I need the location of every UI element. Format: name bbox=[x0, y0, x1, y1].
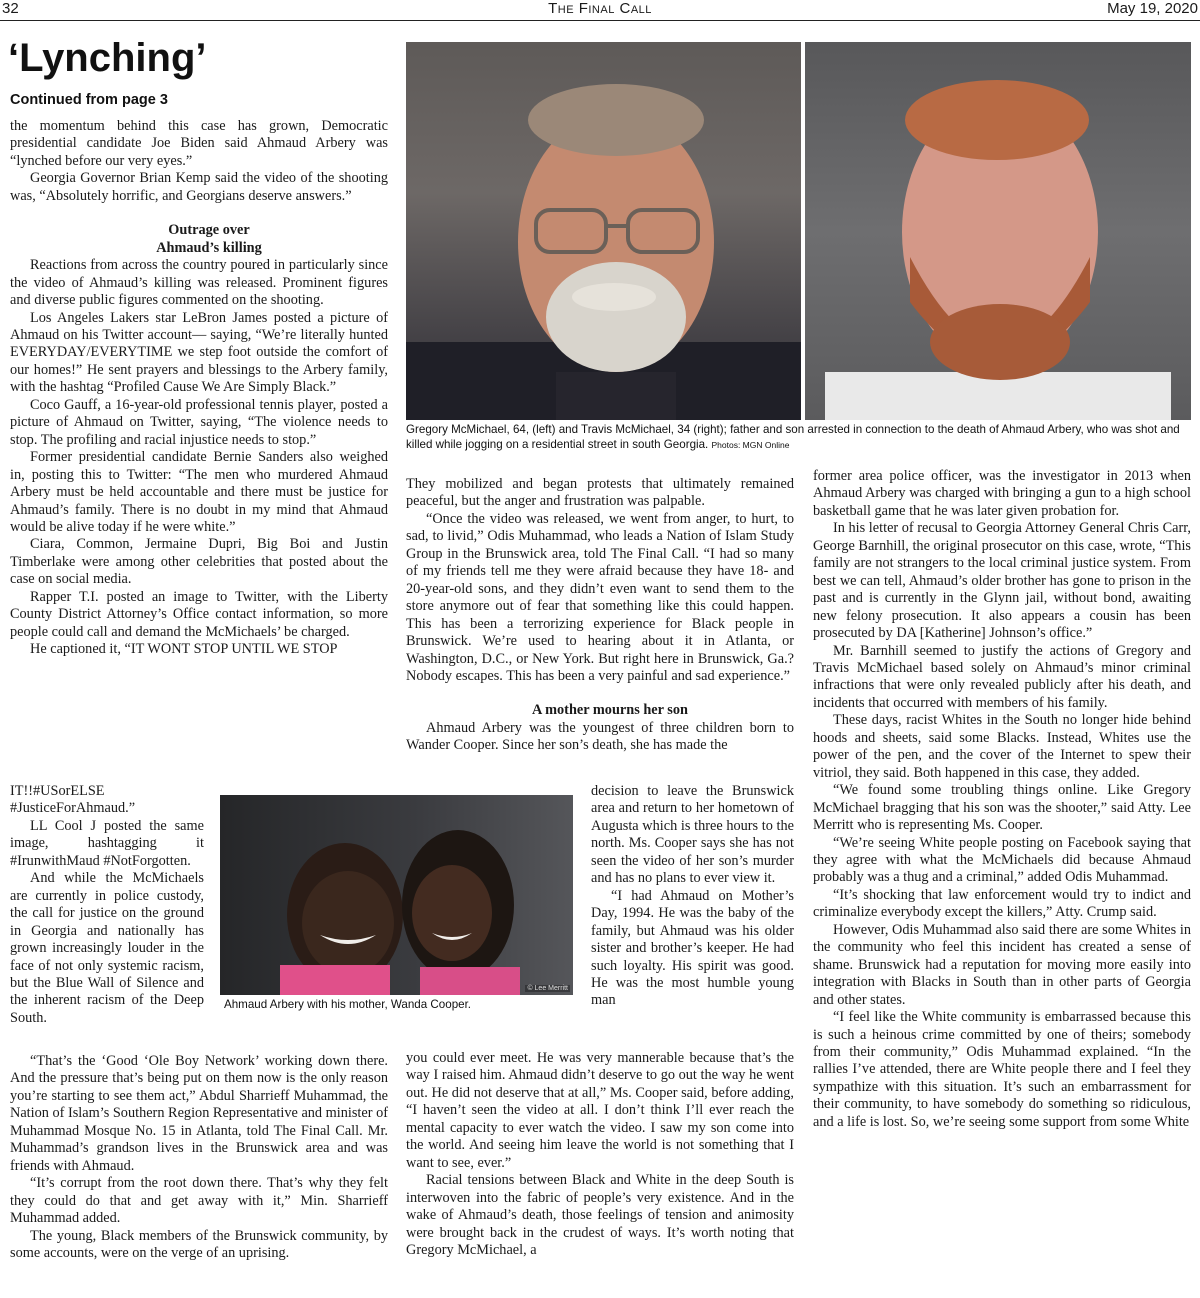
column-1-top bbox=[10, 118, 388, 659]
paragraph: “We found some troubling things online. Like Gregory McMichael bragging that his son was the shooter,” said Atty. Lee Merritt who is representing Ms. Cooper. bbox=[813, 782, 1191, 834]
paragraph: LL Cool J posted the same image, hashtagging it #IrunwithMaud #NotForgotten. bbox=[10, 817, 204, 869]
caption-text: Gregory McMichael, 64, (left) and Travis McMichael, 34 (right); father and son arrested in connection to the death of Ahmaud Arbery, who was shot and killed while jogging on a residential street in south Georgia. bbox=[406, 423, 1180, 451]
paragraph: They mobilized and began protests that ultimately remained peaceful, but the anger and frustration was palpable. bbox=[406, 476, 794, 510]
subhead: Outrage over bbox=[168, 222, 250, 239]
paragraph: the momentum behind this case has grown, Democratic presidential candidate Joe Biden said Ahmaud Arbery was “lynched before our very eyes.” bbox=[10, 118, 388, 169]
paragraph: “It’s corrupt from the root down there. That’s why they felt they could do that and get away with it,” Min. Sharrieff Muhammad added. bbox=[10, 1175, 388, 1227]
paper-name: The Final Call bbox=[548, 0, 652, 17]
photo-travis-mcmichael bbox=[805, 42, 1191, 420]
paragraph: former area police officer, was the investigator in 2013 when Ahmaud Arbery was charged with bringing a gun to a high school basketball game that he was later given probation for. bbox=[813, 468, 1191, 519]
issue-date: May 19, 2020 bbox=[1107, 0, 1198, 17]
paragraph: Former presidential candidate Bernie Sanders also weighed in, posting this to Twitter: “The men who murdered Ahmaud Arbery must be held accountable and there must be justice for Ahmaud’s family. There is no doubt in my mind that Ahmaud would be alive today if he were white.” bbox=[10, 449, 388, 535]
portrait-graphic bbox=[805, 42, 1191, 420]
paragraph: decision to leave the Brunswick area and return to her hometown of Augusta which is three hours to the north. Ms. Cooper says she has not seen the video of her son’s murder and has no plans to ever view it. bbox=[591, 783, 794, 887]
paragraph: He captioned it, “IT WONT STOP UNTIL WE STOP bbox=[30, 641, 338, 658]
paragraph: Ciara, Common, Jermaine Dupri, Big Boi and Justin Timberlake were among other celebrities that posted about the case on social media. bbox=[10, 536, 388, 588]
page-header bbox=[0, 0, 1200, 21]
paragraph: Ahmaud Arbery was the youngest of three children born to Wander Cooper. Since her son’s death, she has made the bbox=[406, 719, 794, 754]
paragraph: you could ever meet. He was very mannerable because that’s the way I raised him. Ahmaud didn’t deserve to go out the way he went out. He did not deserve that at all,” Ms. Cooper said, before adding, “I haven’t seen the video at all. I don’t think I’ll ever reach the mental capacity to ever watch the video. I saw my son come into the world. And seeing him leave the world is not something that I want to see, ever.” bbox=[406, 1050, 794, 1171]
continued-line: Continued from page 3 bbox=[10, 92, 168, 108]
column-2-wrap bbox=[591, 783, 794, 1010]
paragraph: “Once the video was released, we went from anger, to hurt, to sad, to livid,” Odis Muhammad, who leads a Nation of Islam Study Group in the Brunswick area, told The Final Call. “I had so many of my friends tell me they were afraid because they have 18- and 20-year-old sons, and they didn’t even want to send them to the store anymore out of fear that something like this could happen. This has been a terrorizing experience for Black people in Brunswick. We’re used to hearing about it in Atlanta, or Washington, D.C., or New York. But right here in Brunswick, Ga.? Nobody escapes. This has been a very painful and sad experience.” bbox=[406, 510, 794, 684]
column-1-bottom bbox=[10, 1053, 388, 1262]
column-2-top bbox=[406, 476, 794, 755]
paragraph: And while the McMichaels are currently in police custody, the call for justice on the ground in Georgia and nationally has grown increasingly louder in the face of not only systemic racism, but the Blue Wall of Silence and the inherent racism of the Deep South. bbox=[10, 870, 204, 1026]
paragraph: Racial tensions between Black and White in the deep South is interwoven into the fabric of people’s very existence. And in the wake of Ahmaud’s death, those feelings of tension and animosity were brought back in the crudest of ways. It’s worth noting that Gregory McMichael, a bbox=[406, 1172, 794, 1258]
photo-credit: Photos: MGN Online bbox=[711, 440, 790, 450]
subhead: A mother mourns her son bbox=[532, 702, 688, 719]
paragraph: “We’re seeing White people posting on Facebook saying that they agree with what the McMichaels did because Ahmaud probably was a thug and a criminal,” added Odis Muhammad. bbox=[813, 834, 1191, 886]
portrait-graphic bbox=[406, 42, 801, 420]
column-1-wrap bbox=[10, 783, 204, 1027]
paragraph: Mr. Barnhill seemed to justify the actions of Gregory and Travis McMichael based solely on Ahmaud’s minor criminal infractions that were only revealed publicly after his death, and incidents that occurred with members of his family. bbox=[813, 642, 1191, 711]
paragraph: “That’s the ‘Good ‘Ole Boy Network’ working down there. And the pressure that’s being put on them now is the only reason you’re starting to see them act,” Abdul Sharrieff Muhammad, the Nation of Islam’s Southern Region Representative and minister of Muhammad Mosque No. 15 in Atlanta, told The Final Call. Mr. Muhammad’s grandson lives in the Brunswick area and was friends with Ahmaud. bbox=[10, 1053, 388, 1174]
photo-credit: © Lee Merritt bbox=[527, 985, 568, 992]
paragraph: In his letter of recusal to Georgia Attorney General Chris Carr, George Barnhill, the original prosecutor on this case, wrote, “This family are not strangers to the local criminal justice system. From best we can tell, Ahmaud’s older brother has gone to prison in the past and is currently in the Glynn jail, without bond, awaiting new felony prosecution. It also appears a cousin has been prosecuted by DA [Katherine] Johnson’s office.” bbox=[813, 520, 1191, 642]
paragraph: IT!!#USorELSE #JusticeForAhmaud.” bbox=[10, 783, 136, 817]
paragraph: Reactions from across the country poured in particularly since the video of Ahmaud’s killing was released. Prominent figures and diverse public figures commented on the shooting. bbox=[10, 257, 388, 309]
subhead: Ahmaud’s killing bbox=[156, 239, 262, 256]
paragraph: These days, racist Whites in the South no longer hide behind hoods and sheets, said some Blacks. Instead, Whites use the power of the pen, and the cover of the Internet to spew their vitriol, they said. Both happened in this case, they added. bbox=[813, 712, 1191, 781]
column-2-bottom bbox=[406, 1050, 794, 1259]
bottom-photo-caption: Ahmaud Arbery with his mother, Wanda Cooper. bbox=[224, 998, 472, 1011]
photo-gregory-mcmichael bbox=[406, 42, 801, 420]
photo-arbery-and-mother bbox=[220, 795, 573, 995]
paragraph: “I had Ahmaud on Mother’s Day, 1994. He was the baby of the family, but Ahmaud was his older sister and brother’s keeper. He had such loyalty. His spirit was good. He was the most humble young man bbox=[591, 887, 794, 1009]
paragraph: Coco Gauff, a 16-year-old professional tennis player, posted a picture of Ahmaud on Twitter, saying, “The violence needs to stop. The profiling and racial injustice needs to stop.” bbox=[10, 396, 388, 448]
paragraph: “It’s shocking that law enforcement would try to indict and criminalize everybody except the killers,” Atty. Crump said. bbox=[813, 886, 1191, 921]
paragraph: However, Odis Muhammad also said there are some Whites in the community who feel this incident has created a sense of shame. Brunswick had a reputation for moving more easily into integration with Blacks in South than in other parts of Georgia and other states. bbox=[813, 921, 1191, 1008]
paragraph: The young, Black members of the Brunswick community, by some accounts, were on the verge of an uprising. bbox=[10, 1227, 388, 1261]
paragraph: Los Angeles Lakers star LeBron James posted a picture of Ahmaud on his Twitter account— saying, “We’re literally hunted EVERYDAY/EVERYTIME we step foot outside the comfort of our homes!” He sent prayers and blessings to the Arbery family, with the hashtag “Profiled Cause We Are Simply Black.” bbox=[10, 309, 388, 396]
paragraph: “I feel like the White community is embarrassed because this is such a heinous crime committed by one of theirs; somebody from their community,” Odis Muhammad explained. “In the rallies I’ve attended, there are White people there and I feel they sympathize with this situation. It’s such an embarrassment for their community, to have somebody do something so ridiculous, and a life is lost. So, we’re seeing some support from some White bbox=[813, 1009, 1191, 1130]
headline: ‘Lynching’ bbox=[8, 36, 207, 80]
page-number: 32 bbox=[2, 0, 19, 17]
column-3 bbox=[813, 468, 1191, 1292]
portrait-graphic bbox=[220, 795, 573, 995]
top-photo-caption bbox=[406, 422, 1196, 453]
paragraph: Georgia Governor Brian Kemp said the video of the shooting was, “Absolutely horrific, and Georgians deserve answers.” bbox=[10, 170, 388, 204]
paragraph: Rapper T.I. posted an image to Twitter, with the Liberty County District Attorney’s Office contact information, so more people could call and demand the McMichaels’ be charged. bbox=[10, 588, 388, 640]
